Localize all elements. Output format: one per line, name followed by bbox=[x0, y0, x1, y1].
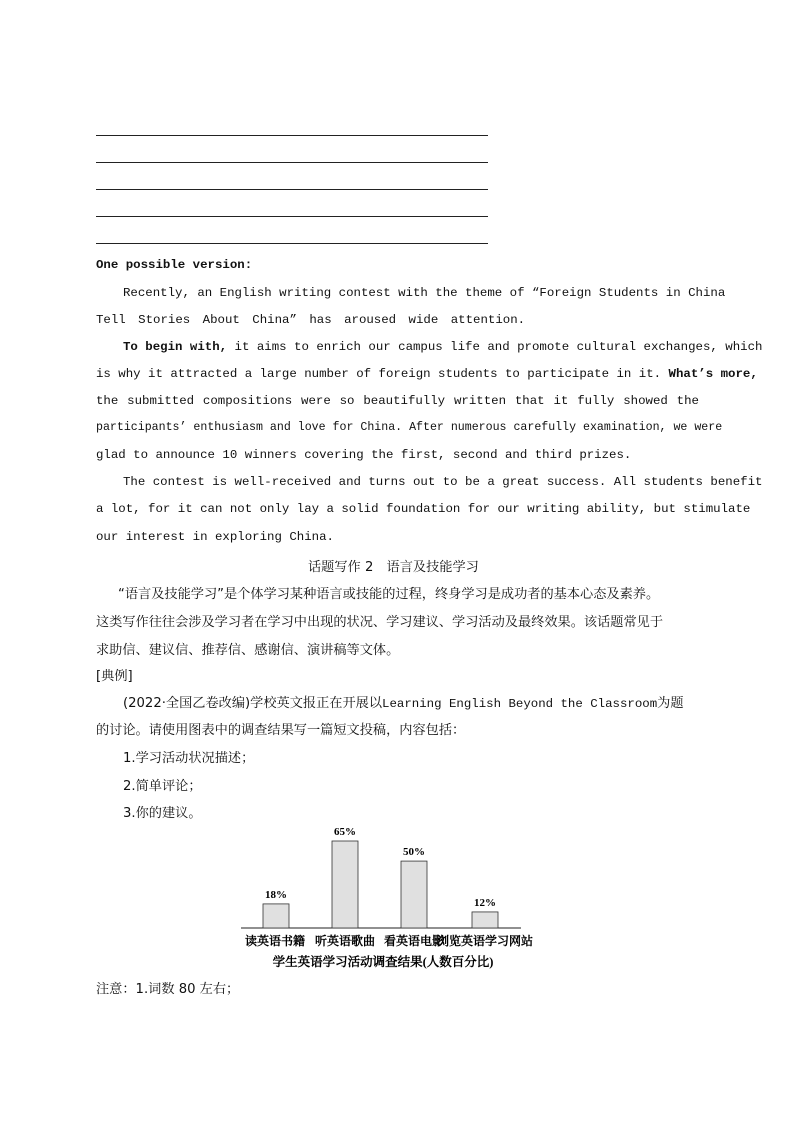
answer-line bbox=[96, 162, 488, 163]
sample-paragraph-2-line-5: glad to announce 10 winners covering the first, second and third prizes. bbox=[96, 448, 632, 462]
category-label-3: 看英语电影 bbox=[383, 934, 445, 948]
sample-paragraph-3-line-1: The contest is well-received and turns out to be a great success. All students benefit bbox=[123, 475, 763, 489]
task-topic-english: Learning English Beyond the Classroom bbox=[382, 697, 658, 711]
sample-paragraph-3-line-2: a lot, for it can not only lay a solid foundation for our writing ability, but stimulate bbox=[96, 502, 751, 516]
sample-heading: One possible version: bbox=[96, 258, 253, 272]
task-source: (2022·全国乙卷改编)学校英文报正在开展以 bbox=[123, 696, 383, 711]
bar-value-label-3: 50% bbox=[403, 846, 425, 859]
sample-paragraph-2-line-3: the submitted compositions were so beautifully written that it fully showed the bbox=[96, 394, 699, 408]
bar-value-label-4: 12% bbox=[474, 896, 496, 909]
task-line-1 bbox=[123, 692, 684, 711]
sample-paragraph-2-line-4: participants’ enthusiasm and love for China. After numerous carefully examination, we were bbox=[96, 421, 723, 434]
bar-3 bbox=[401, 861, 427, 928]
sample-text: is why it attracted a large number of foreign students to participate in it. bbox=[96, 367, 669, 381]
topic-intro-line-2: 这类写作往往会涉及学习者在学习中出现的状况、学习建议、学习活动及最终效果。该话题常见于 bbox=[96, 615, 664, 630]
task-item-1: 1.学习活动状况描述； bbox=[123, 751, 255, 766]
answer-line bbox=[96, 243, 488, 244]
task-item-2: 2.简单评论； bbox=[123, 779, 202, 794]
category-label-1: 读英语书籍 bbox=[244, 934, 306, 948]
category-label-2: 听英语歌曲 bbox=[314, 934, 376, 948]
bar-value-label-1: 18% bbox=[265, 888, 287, 901]
topic-intro-line-3: 求助信、建议信、推荐信、感谢信、演讲稿等文体。 bbox=[96, 643, 400, 658]
answer-line bbox=[96, 216, 488, 217]
chart-category-labels bbox=[245, 933, 533, 948]
transition-whats-more: What’s more, bbox=[668, 367, 758, 381]
sample-paragraph-2-line-2 bbox=[96, 367, 758, 381]
task-line-2: 的讨论。请使用图表中的调查结果写一篇短文投稿，内容包括： bbox=[96, 723, 466, 738]
sample-text: it aims to enrich our campus life and promote cultural exchanges, which bbox=[227, 340, 763, 354]
example-label: [典例] bbox=[96, 669, 133, 684]
answer-line bbox=[96, 135, 488, 136]
chart-bars bbox=[263, 841, 498, 928]
topic-title: 话题写作 2 语言及技能学习 bbox=[308, 560, 479, 575]
chart-data-labels bbox=[265, 826, 496, 909]
note-word-count: 注意：1.词数 80 左右； bbox=[96, 982, 240, 997]
bar-2 bbox=[332, 841, 358, 928]
answer-line bbox=[96, 189, 488, 190]
category-label-4: 浏览英语学习网站 bbox=[436, 934, 534, 948]
topic-intro-line-1: “语言及技能学习”是个体学习某种语言或技能的过程，终身学习是成功者的基本心态及素养。 bbox=[118, 587, 660, 602]
sample-paragraph-3-line-3: our interest in exploring China. bbox=[96, 530, 334, 544]
bar-4 bbox=[472, 912, 498, 928]
transition-to-begin-with: To begin with, bbox=[123, 340, 228, 354]
sample-paragraph-2-line-1 bbox=[123, 340, 763, 354]
bar-value-label-2: 65% bbox=[334, 826, 356, 838]
bar-1 bbox=[263, 904, 289, 928]
task-item-3: 3.你的建议。 bbox=[123, 806, 202, 821]
sample-paragraph-1-line-2: Tell Stories About China” has aroused wide attention. bbox=[96, 313, 526, 327]
bar-chart bbox=[235, 820, 565, 975]
task-topic-suffix: 为题 bbox=[657, 696, 684, 711]
chart-title: 学生英语学习活动调查结果(人数百分比) bbox=[272, 955, 494, 969]
sample-paragraph-1-line-1: Recently, an English writing contest with the theme of “Foreign Students in China bbox=[123, 286, 726, 300]
